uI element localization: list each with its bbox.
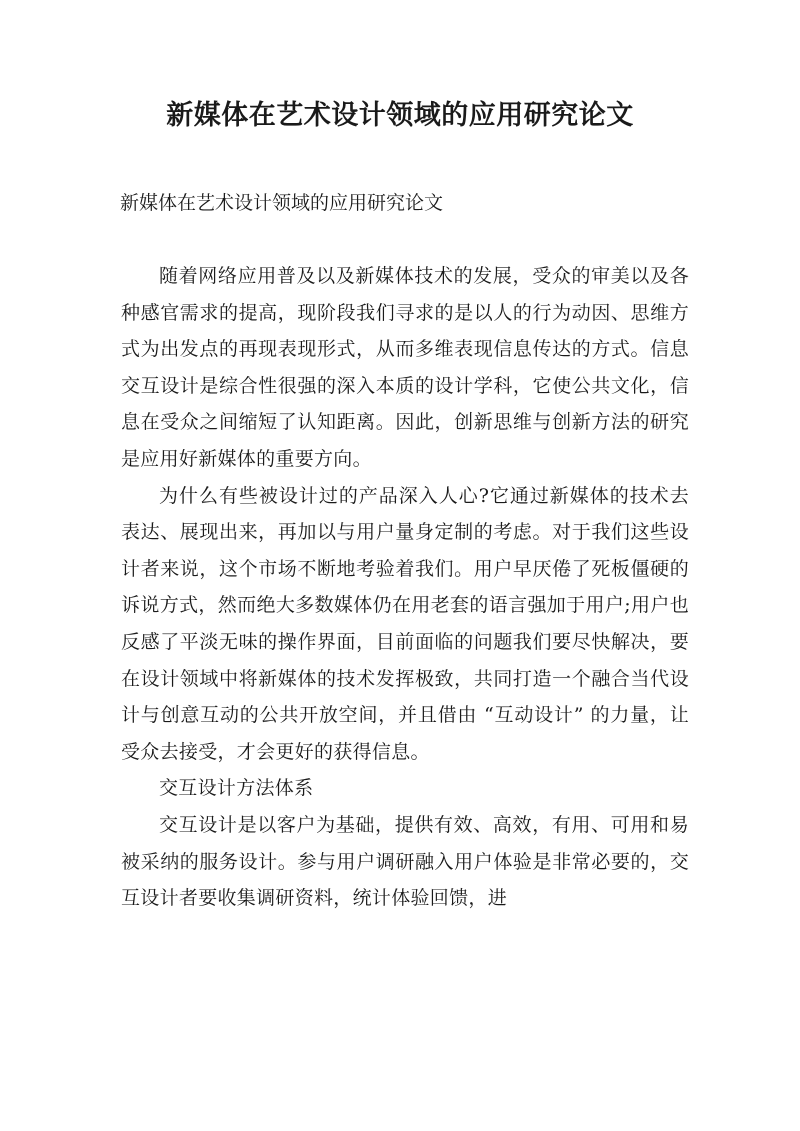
paragraph-method: 交互设计是以客户为基础，提供有效、高效，有用、可用和易被采纳的服务设计。参与用户调研融入用户体验是非常必要的，交互设计者要收集调研资料，统计体验回馈，进 — [121, 813, 689, 910]
paragraph-intro: 随着网络应用普及以及新媒体技术的发展，受众的审美以及各种感官需求的提高，现阶段我们寻求的是以人的行为动因、思维方式为出发点的再现表现形式，从而多维表现信息传达的方式。信息交互设计是综合性很强的深入本质的设计学科，它使公共文化，信息在受众之间缩短了认知距离。因此，创新思维与创新方法的研究是应用好新媒体的重要方向。 — [121, 265, 689, 470]
paragraph-why: 为什么有些被设计过的产品深入人心?它通过新媒体的技术去表达、展现出来，再加以与用户量身定制的考虑。对于我们这些设计者来说，这个市场不断地考验着我们。用户早厌倦了死板僵硬的诉说方式，然而绝大多数媒体仍在用老套的语言强加于用户;用户也反感了平淡无味的操作界面，目前面临的问题我们要尽快解决，要在设计领域中将新媒体的技术发挥极致，共同打造一个融合当代设计与创意互动的公共开放空间，并且借由 “互动设计” 的力量，让受众去接受，才会更好的获得信息。 — [121, 484, 689, 763]
document-subtitle: 新媒体在艺术设计领域的应用研究论文 — [120, 192, 444, 214]
document-title: 新媒体在艺术设计领域的应用研究论文 — [166, 100, 634, 131]
document-body — [121, 258, 689, 917]
section-heading: 交互设计方法体系 — [159, 777, 314, 800]
